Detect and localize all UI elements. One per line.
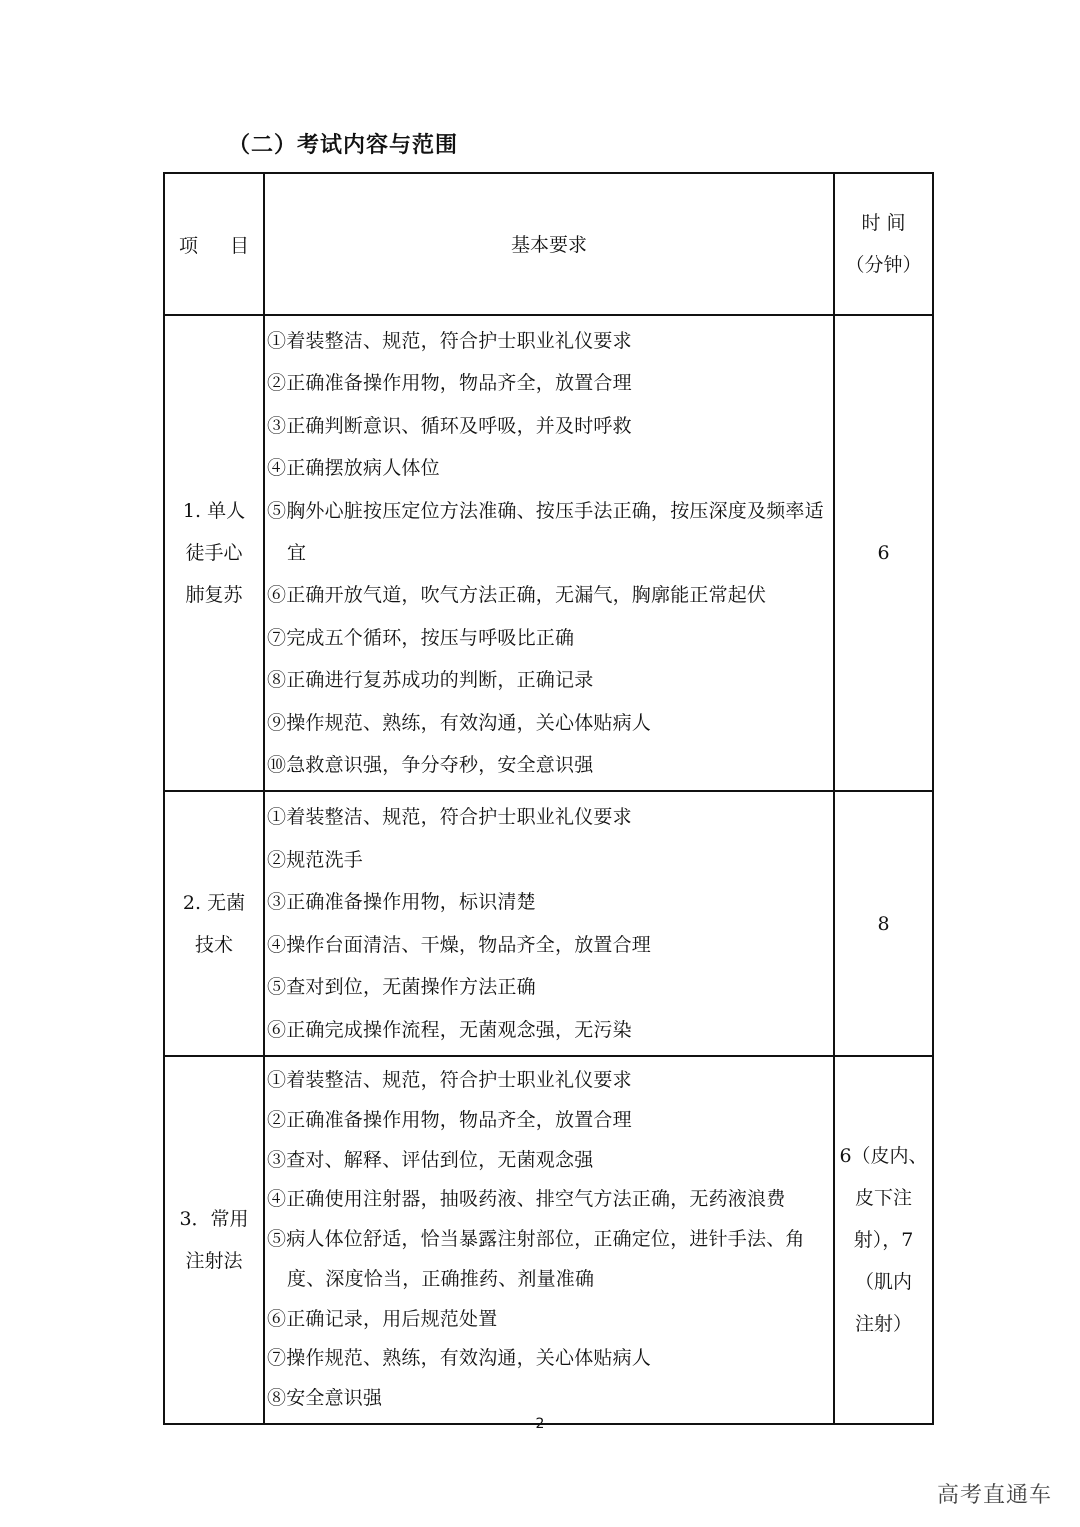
requirements-cell	[264, 1056, 834, 1424]
header-requirements-cell	[264, 173, 834, 315]
requirement-item: ③正确准备操作用物，标识清楚	[267, 891, 536, 914]
requirement-item: ⑩急救意识强，争分夺秒，安全意识强	[267, 754, 594, 777]
requirement-item: ⑤病人体位舒适，恰当暴露注射部位，正确定位，进针手法、角度、深度恰当，正确推药、剂量准确	[267, 1228, 805, 1290]
requirement-item: ①着装整洁、规范，符合护士职业礼仪要求	[267, 1068, 632, 1091]
requirement-item: ④操作台面清洁、干燥，物品齐全，放置合理	[267, 933, 652, 956]
header-time-line-2: （分钟）	[845, 254, 922, 276]
requirement-item: ③查对、解释、评估到位，无菌观念强	[267, 1148, 594, 1171]
requirement-item: ②正确准备操作用物，物品齐全，放置合理	[267, 372, 632, 395]
header-item-char-1: 项	[178, 234, 198, 257]
project-line: 2. 无菌	[182, 891, 246, 914]
watermark: 高考直通车	[936, 1483, 1052, 1508]
requirement-item: ⑨操作规范、熟练，有效沟通，关心体贴病人	[267, 711, 652, 734]
exam-content-table	[163, 172, 934, 1425]
table-row-aseptic	[164, 791, 933, 1055]
requirement-item: ④正确使用注射器，抽吸药液、排空气方法正确，无药液浪费	[267, 1188, 786, 1211]
project-line: 肺复苏	[185, 584, 243, 607]
time-value: 6	[877, 542, 890, 565]
table-header-row	[164, 173, 933, 315]
project-cell	[164, 791, 264, 1055]
time-cell	[834, 1056, 933, 1424]
requirement-item: ⑥正确记录，用后规范处置	[267, 1307, 498, 1330]
requirement-item: ②规范洗手	[267, 848, 364, 871]
section-heading: （二）考试内容与范围	[228, 133, 459, 158]
requirements-cell	[264, 315, 834, 791]
header-requirements-label: 基本要求	[510, 233, 587, 256]
requirement-item: ⑥正确开放气道，吹气方法正确，无漏气，胸廓能正常起伏	[267, 584, 767, 607]
requirements-cell	[264, 791, 834, 1055]
project-line: 徒手心	[185, 542, 243, 565]
requirement-item: ①着装整洁、规范，符合护士职业礼仪要求	[267, 806, 632, 829]
requirement-item: ⑥正确完成操作流程，无菌观念强，无污染	[267, 1018, 632, 1041]
requirement-item: ⑦操作规范、熟练，有效沟通，关心体贴病人	[267, 1347, 652, 1370]
time-line: 射），7	[853, 1228, 914, 1251]
requirements-list	[267, 796, 833, 1050]
requirement-item: ⑧安全意识强	[267, 1387, 383, 1410]
requirement-item: ③正确判断意识、循环及呼吸，并及时呼救	[267, 414, 632, 437]
time-cell	[834, 791, 933, 1055]
requirements-list	[267, 320, 833, 786]
table-row-cpr	[164, 315, 933, 791]
time-line: （肌内	[854, 1270, 912, 1293]
project-line: 1. 单人	[182, 500, 246, 523]
requirement-item: ①着装整洁、规范，符合护士职业礼仪要求	[267, 330, 632, 352]
header-time-line-1: 时 间	[861, 212, 906, 234]
project-line: 3．常用	[179, 1207, 249, 1230]
requirement-item: ⑤胸外心脏按压定位方法准确、按压手法正确，按压深度及频率适宜	[267, 499, 824, 565]
time-line: 6（皮内、	[839, 1144, 928, 1167]
table-row-injection	[164, 1056, 933, 1424]
header-item-char-2: 目	[230, 234, 250, 257]
requirement-item: ④正确摆放病人体位	[267, 457, 440, 480]
requirement-item: ⑦完成五个循环，按压与呼吸比正确	[267, 626, 575, 649]
time-line: 皮下注	[854, 1186, 912, 1209]
requirement-item: ⑧正确进行复苏成功的判断，正确记录	[267, 669, 594, 692]
project-cell	[164, 1056, 264, 1424]
time-cell	[834, 315, 933, 791]
page-number: 2	[535, 1416, 545, 1432]
header-item-cell	[164, 173, 264, 315]
requirement-item: ⑤查对到位，无菌操作方法正确	[267, 976, 536, 999]
project-cell	[164, 315, 264, 791]
requirements-list	[267, 1061, 833, 1419]
project-line: 注射法	[185, 1249, 243, 1272]
time-line: 注射）	[854, 1312, 912, 1335]
header-time-cell	[834, 173, 933, 315]
project-line: 技术	[194, 933, 233, 956]
requirement-item: ②正确准备操作用物，物品齐全，放置合理	[267, 1108, 632, 1131]
time-value: 8	[877, 912, 890, 935]
